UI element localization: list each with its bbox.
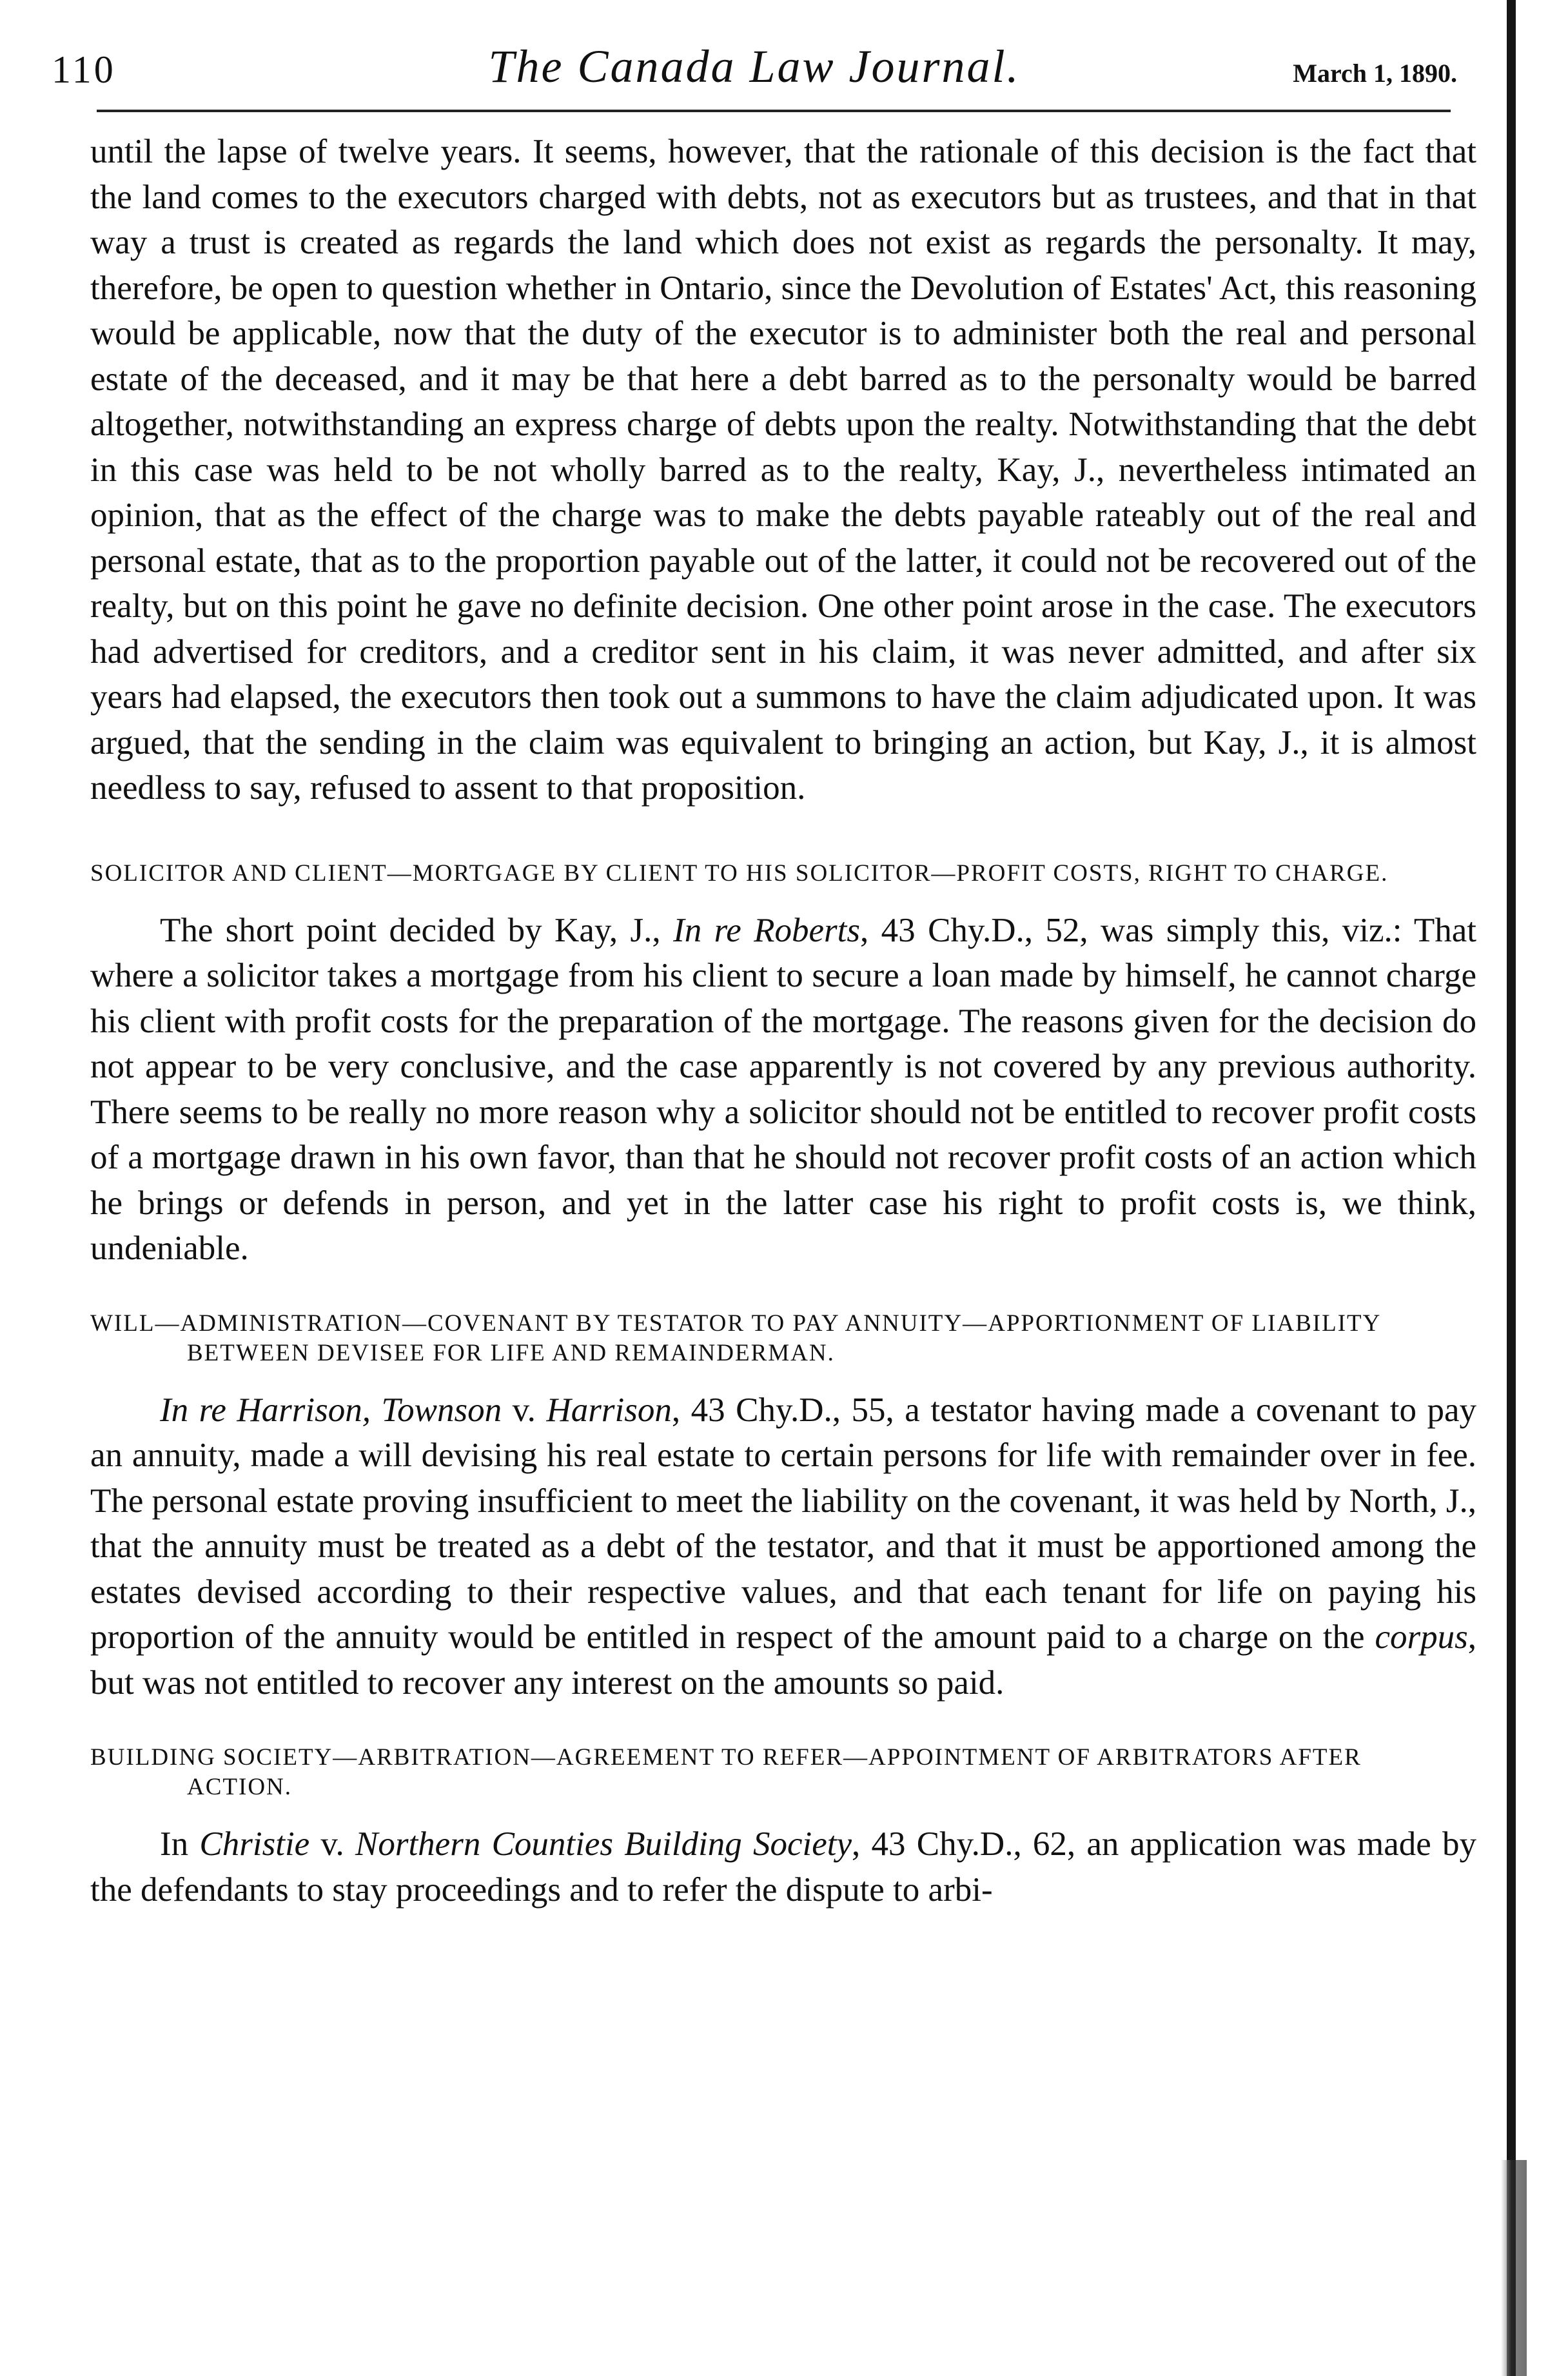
journal-title: The Canada Law Journal. <box>488 41 1021 92</box>
section-heading-solicitor: SOLICITOR AND CLIENT—MORTGAGE BY CLIENT TO HIS SOLICITOR—PROFIT COSTS, RIGHT TO CHARGE. <box>90 859 1389 887</box>
page-number: 110 <box>52 48 116 91</box>
section-heading-building-society: BUILDING SOCIETY—ARBITRATION—AGREEMENT TO REFER—APPOINTMENT OF ARBITRATORS AFTER ACTION. <box>90 1744 1362 1800</box>
paragraph-christie: In Christie v. Northern Counties Building Society, 43 Chy.D., 62, an application was made by the defendants to stay proceedings and to refer the dispute to arbi- <box>90 1825 1477 1909</box>
paragraph-continued: until the lapse of twelve years. It seems, however, that the rationale of this decision is the fact that the land comes to the executors charged with debts, not as executors but as trustees, and that in that way a trust is created as regards the land which does not exist as regards the personalty. It may, therefore, be open to question whether in Ontario, since the Devolution of Estates' Act, this reasoning would be applicable, now that the duty of the executor is to administer both the real and personal estate of the deceased, and it may be that here a debt barred as to the personalty would be barred altogether, notwithstanding an express charge of debts upon the realty. Notwithstanding that the debt in this case was held to be not wholly barred as to the realty, Kay, J., nevertheless intimated an opinion, that as the effect of the charge was to make the debts payable rateably out of the real and personal estate, that as to the proportion payable out of the latter, it could not be recovered out of the realty, but on this point he gave no definite decision. One other point arose in the case. The executors had advertised for creditors, and a creditor sent in his claim, it was never admitted, and after six years had elapsed, the executors then took out a summons to have the claim adjudicated upon. It was argued, that the sending in the claim was equivalent to bringing an action, but Kay, J., it is almost needless to say, refused to assent to that proposition. <box>90 133 1476 807</box>
case-name: In re Harrison, Townson <box>160 1391 502 1429</box>
section-heading-will: WILL—ADMINISTRATION—COVENANT BY TESTATOR TO PAY ANNUITY—APPORTIONMENT OF LIABILITY BETWEEN DEVISEE FOR LIFE AND REMAINDERMAN. <box>90 1310 1382 1366</box>
page-edge-shadow <box>1507 0 1516 2376</box>
corpus-term: corpus <box>1375 1618 1468 1656</box>
header-rule <box>97 110 1451 112</box>
article-body <box>90 129 1476 1912</box>
page-edge-smudge <box>1501 2160 1527 2376</box>
case-name-b: Northern Counties Building Society <box>355 1825 852 1863</box>
case-name-b: Harrison <box>546 1391 672 1429</box>
running-header <box>52 40 1457 98</box>
paragraph-roberts: The short point decided by Kay, J., In re Roberts, 43 Chy.D., 52, was simply this, viz.: That where a solicitor takes a mortgage from his client to secure a loan made by himself, he cannot charge his client with profit costs for the preparation of the mortgage. The reasons given for the decision do not appear to be very conclusive, and the case apparently is not covered by any previous authority. There seems to be really no more reason why a solicitor should not be entitled to recover profit costs of a mortgage drawn in his own favor, than that he should not recover profit costs of an action which he brings or defends in person, and yet in the latter case his right to profit costs is, we think, undeniable. <box>90 911 1476 1267</box>
case-name: In re Roberts <box>673 911 861 949</box>
issue-date: March 1, 1890. <box>1293 59 1457 88</box>
case-name: Christie <box>199 1825 310 1863</box>
paragraph-harrison: In re Harrison, Townson v. Harrison, 43 Chy.D., 55, a testator having made a covenant to pay an annuity, made a will devising his real estate to certain persons for life with remainder over in fee. The personal estate proving insufficient to meet the liability on the covenant, it was held by North, J., that the annuity must be treated as a debt of the testator, and that it must be apportioned among the estates devised according to their respective values, and that each tenant for life on paying his proportion of the annuity would be entitled in respect of the amount paid to a charge on the corpus, but was not entitled to recover any interest on the amounts so paid. <box>90 1391 1477 1702</box>
